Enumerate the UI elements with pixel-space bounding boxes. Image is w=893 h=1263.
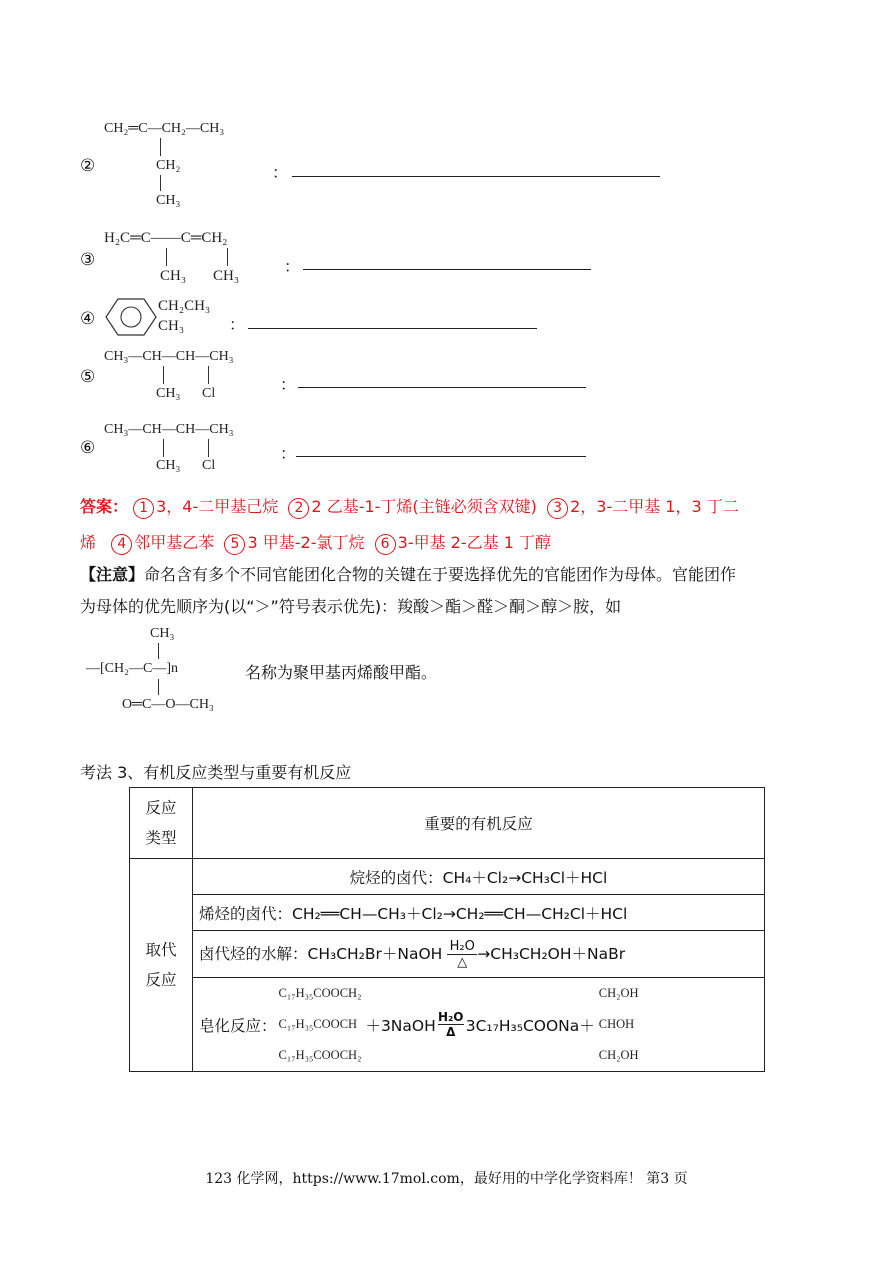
glycerol: CH₂OH CHOH CH₂OH [598,986,639,1062]
category-substitution: 取代 反应 [130,859,193,1072]
formula-3-branch2: CH₃ [213,268,240,284]
bond-line [158,679,159,695]
saponification-row: 皂化反应： C₁₇H₃₅COOCH₂ C₁₇H₃₅COOCH C₁₇H₃₅COOCH₂ ＋3NaOH H₂O Δ 3C₁₇H₃₅COONa＋ CH₂OH CHOH CH₂OH [193,978,765,1072]
note-label: 【注意】 [80,565,145,584]
bond-line [166,248,167,266]
answer-label: 答案： [80,497,129,516]
formula-2-main: CH₂═C—CH₂—CH₃ [104,121,225,136]
table-row: 烷烃的卤代：CH₄＋Cl₂→CH₃Cl＋HCl [193,859,765,895]
answer-blank-3[interactable] [303,269,591,270]
answer-4: 邻甲基乙苯 [134,533,215,552]
colon: ： [284,257,301,276]
polymer-name: 名称为聚甲基丙烯酸甲酯。 [245,663,438,682]
note-line2: 为母体的优先顺序为(以“＞”符号表示优先)：羧酸＞酯＞醛＞酮＞醇＞胺，如 [80,597,622,616]
table-row: 卤代烃的水解：CH₃CH₂Br＋NaOH H₂O △ →CH₃CH₂OH＋NaBr [193,931,765,978]
answer-3: 2，3-二甲基 1，3 丁二 [570,497,739,516]
answer-6: 3-甲基 2-乙基 1 丁醇 [397,533,551,552]
answer-num-3: 3 [547,498,568,519]
table-header-reaction: 重要的有机反应 [193,788,765,859]
section-title: 考法 3、有机反应类型与重要有机反应 [80,763,352,782]
colon: ： [280,375,297,394]
page-footer: 123 化学网，https://www.17mol.com，最好用的中学化学资料库！ 第3 页 [205,1171,688,1187]
bond-line [208,366,209,384]
formula-4-main: CH₂CH₃ [158,298,211,314]
answer-3-cont: 烯 [80,533,97,552]
note-block [80,559,820,623]
item-number-2: ② [80,156,96,176]
answer-num-2: 2 [288,498,309,519]
colon: ： [272,163,289,182]
formula-6-branch1: CH₃ [156,458,181,473]
bond-line [227,248,228,266]
answer-blank-5[interactable] [298,387,586,388]
note-line1: 命名含有多个不同官能团化合物的关键在于要选择优先的官能团作为母体。官能团作 [144,565,737,584]
answer-num-6: 6 [375,534,396,555]
reaction-condition: H₂O △ [447,939,477,970]
poly-top: CH₃ [150,626,175,641]
bond-line [163,439,164,457]
bond-line [160,175,161,191]
item-number-6: ⑥ [80,438,96,458]
bond-line [163,366,164,384]
bond-line [160,138,161,156]
colon: ： [280,444,297,463]
answer-num-5: 5 [224,534,245,555]
formula-2-branch1: CH₂ [156,158,181,173]
answer-num-1: 1 [133,498,154,519]
poly-bottom: O═C—O—CH₃ [122,697,214,712]
item-number-5: ⑤ [80,367,96,387]
formula-4-branch1: CH₃ [158,318,185,334]
answer-num-4: 4 [111,534,132,555]
formula-3-main: H₂C═C——C═CH₂ [104,230,228,246]
formula-2-branch2: CH₃ [156,193,181,208]
answer-blank-6[interactable] [296,456,586,457]
formula-6-branch2: Cl [202,458,216,473]
benzene-ring-icon [104,296,160,338]
poly-main: —[CH₂—C—]n [86,661,178,676]
answer-blank-2[interactable] [292,176,660,177]
formula-5-main: CH₃—CH—CH—CH₃ [104,349,234,364]
item-number-4: ④ [80,309,96,329]
bond-line [158,643,159,659]
answer-blank-4[interactable] [248,328,537,329]
table-header-type: 反应 类型 [130,788,193,859]
bond-line [208,439,209,457]
soap-condition: H₂O Δ [438,1010,464,1039]
formula-5-branch1: CH₃ [156,386,181,401]
formula-5-branch2: Cl [202,386,216,401]
answer-5: 3 甲基-2-氯丁烷 [247,533,365,552]
formula-3-branch1: CH₃ [160,268,187,284]
item-number-3: ③ [80,250,96,270]
triglyceride: C₁₇H₃₅COOCH₂ C₁₇H₃₅COOCH C₁₇H₃₅COOCH₂ [278,986,362,1062]
answer-2: 2 乙基-1-丁烯(主链必须含双键) [311,497,537,516]
colon: ： [229,315,246,334]
table-row: 烯烃的卤代：CH₂══CH—CH₃＋Cl₂→CH₂══CH—CH₂Cl＋HCl [193,895,765,931]
formula-6-main: CH₃—CH—CH—CH₃ [104,422,234,437]
answer-block [80,489,820,561]
soap-label: 皂化反应： [199,1016,277,1035]
reaction-table [129,787,765,1072]
answer-1: 3，4-二甲基己烷 [156,497,279,516]
